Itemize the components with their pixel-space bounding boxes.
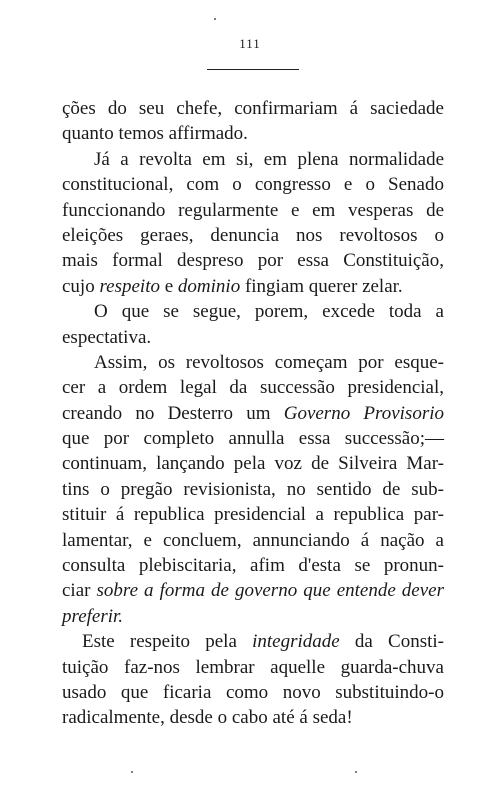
- paper-speck: [355, 771, 357, 773]
- text-line: mais formal despreso por essa Constituição,: [62, 250, 444, 272]
- paper-speck: [131, 771, 133, 773]
- text-line: tins o pregão revisionista, no sentido de sub-: [62, 478, 444, 500]
- text-line: eleições geraes, denuncia nos revoltosos o: [62, 224, 444, 246]
- text-line: constitucional, com o congresso e o Senado: [62, 174, 444, 196]
- text-line: espectativa.: [62, 326, 152, 348]
- text-line: Assim, os revoltosos começam por esque-: [94, 351, 444, 373]
- italic-run: sobre a forma de governo que entende dever: [96, 580, 444, 602]
- text-run: Este respeito pela: [82, 631, 253, 653]
- paper-speck: [214, 18, 216, 20]
- text-line: consulta plebiscitaria, afim d'esta se pronun-: [62, 555, 444, 577]
- text-line: [62, 401, 444, 426]
- italic-run: Governo Provisorio: [283, 402, 444, 424]
- text-run: fingiam querer zelar.: [240, 275, 403, 297]
- text-line: funccionando regularmente e em vesperas de: [62, 199, 444, 221]
- text-line: radicalmente, desde o cabo até á seda!: [62, 707, 353, 729]
- text-line: continuam, lançando pela voz de Silveira Mar-: [62, 453, 444, 475]
- text-line: que por completo annulla essa successão;—: [62, 428, 444, 450]
- text-line: quanto temos affirmado.: [62, 123, 248, 145]
- text-run: ciar: [62, 580, 97, 602]
- text-run: creando no Desterro um: [62, 402, 284, 424]
- italic-run: respeito: [99, 275, 160, 297]
- text-run: e: [159, 275, 178, 297]
- header-rule: [207, 69, 299, 70]
- text-line: cer a ordem legal da successão presidencial,: [62, 377, 444, 399]
- text-run: da Consti-: [339, 631, 444, 653]
- italic-run: integridade: [252, 631, 340, 653]
- text-line: lamentar, e concluem, annunciando á nação a: [62, 529, 444, 551]
- text-line: [62, 578, 444, 603]
- text-line: [62, 629, 444, 654]
- page-number: 111: [239, 36, 261, 51]
- text-line: Já a revolta em si, em plena normalidade: [94, 148, 444, 170]
- text-line: ções do seu chefe, confirmariam á saciedade: [62, 98, 444, 119]
- text-line: [62, 604, 444, 629]
- italic-run: dominio: [177, 275, 241, 297]
- text-run: cujo: [62, 275, 100, 297]
- italic-run: preferir.: [62, 605, 124, 627]
- text-line: stituir á republica presidencial a republica par-: [62, 504, 444, 526]
- text-line: O que se segue, porem, excede toda a: [94, 301, 444, 323]
- text-line: usado que ficaria como novo substituindo-o: [62, 681, 444, 703]
- text-line: [62, 274, 444, 299]
- text-line: tuição faz-nos lembrar aquelle guarda-chuva: [62, 656, 444, 678]
- body-text: [62, 96, 444, 731]
